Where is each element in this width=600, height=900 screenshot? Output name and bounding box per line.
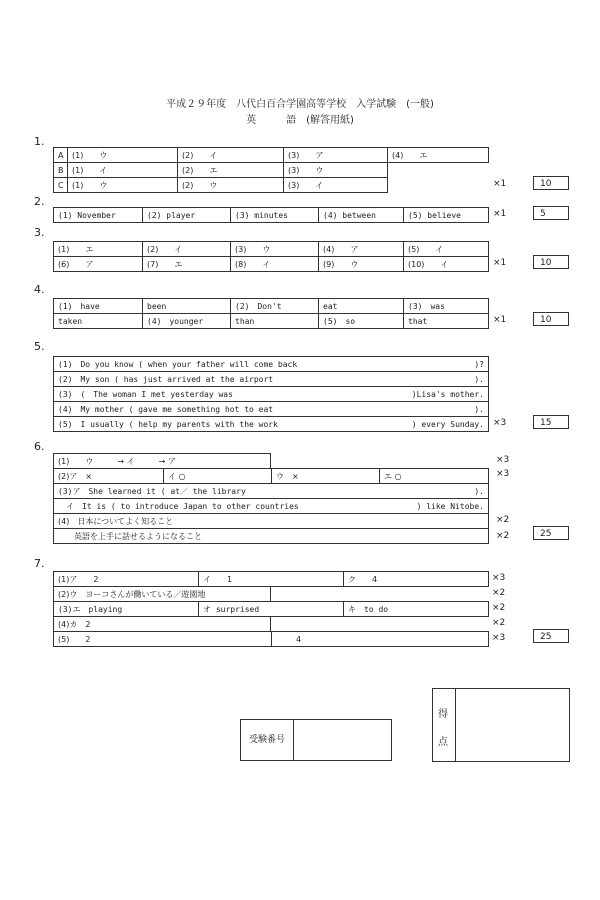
section-score: 25 [533, 629, 569, 643]
answer-cell: (4) younger [143, 314, 231, 329]
table-row [54, 178, 489, 193]
answer-cell: イ ○ [164, 469, 272, 484]
table-row [54, 514, 489, 529]
section-1-number: 1. [34, 135, 45, 148]
answer-cell: イ 1 [199, 572, 344, 587]
answer-text: (1) Do you know ( when your father will come back [54, 357, 384, 372]
points-multiplier: ×1 [493, 179, 507, 189]
answer-text: (5) I usually ( help my parents with the work [54, 417, 384, 432]
answer-text: (2) My son ( has just arrived at the airport [54, 372, 384, 387]
table-row [54, 454, 271, 469]
answer-cell: than [231, 314, 319, 329]
section-2-table [53, 207, 489, 223]
answer-end: )? [384, 357, 489, 372]
answer-cell: (2) イ [143, 242, 231, 257]
answer-end: ). [384, 484, 489, 499]
section-6-rows3-4 [53, 483, 489, 544]
table-row [54, 257, 489, 272]
section-4-table [53, 298, 489, 329]
answer-cell: (2) Don't [231, 299, 319, 314]
score-label-2: 点 [438, 737, 448, 748]
answer-cell: (2)ウ ヨーコさんが働いている／遊園地 [54, 587, 271, 602]
answer-cell: (4) between [319, 208, 404, 223]
answer-text: イ It is ( to introduce Japan to other countries [54, 499, 384, 514]
table-row [54, 602, 489, 617]
section-3-number: 3. [34, 226, 45, 239]
answer-cell: (3) ウ [231, 242, 319, 257]
answer-cell: (3) イ [284, 178, 388, 193]
section-6-row1 [53, 453, 271, 469]
subject-title: 英 語 (解答用紙) [246, 115, 354, 126]
row-label: B [54, 163, 68, 178]
answer-cell: (5) イ [404, 242, 489, 257]
answer-cell: eat [319, 299, 404, 314]
exam-title: 平成２９年度 八代白百合学園高等学校 入学試験 (一般) [166, 99, 434, 110]
answer-cell: オ surprised [199, 602, 344, 617]
points-multiplier: ×3 [492, 573, 506, 583]
answer-cell: (2)ア × [54, 469, 164, 484]
points-multiplier: ×3 [492, 633, 506, 643]
answer-cell: taken [54, 314, 143, 329]
table-row [54, 402, 489, 417]
answer-cell: (3)エ playing [54, 602, 199, 617]
total-score-box [432, 688, 570, 762]
answer-end: )Lisa's mother. [384, 387, 489, 402]
table-row [54, 417, 489, 432]
section-5-table [53, 356, 489, 432]
section-2-number: 2. [34, 195, 45, 208]
answer-cell: (8) イ [231, 257, 319, 272]
section-score: 5 [533, 206, 569, 220]
section-3-table [53, 241, 489, 272]
answer-cell: キ to do [344, 602, 489, 617]
answer-cell: (3) minutes [231, 208, 319, 223]
answer-cell: (2) player [143, 208, 231, 223]
points-multiplier: ×2 [492, 603, 506, 613]
answer-cell: 4 [272, 632, 489, 647]
points-multiplier: ×3 [496, 455, 510, 465]
answer-cell: (1) ウ [68, 178, 178, 193]
section-6-row2 [53, 468, 489, 484]
table-row [54, 314, 489, 329]
section-7-row5 [53, 631, 489, 647]
answer-cell: (2) イ [178, 148, 284, 163]
table-row [54, 617, 271, 632]
section-5-number: 5. [34, 340, 45, 353]
answer-cell: (7) エ [143, 257, 231, 272]
answer-cell: (5) so [319, 314, 404, 329]
answer-text: (4) My mother ( gave me something hot to eat [54, 402, 384, 417]
score-label-1: 得 [438, 709, 448, 720]
answer-cell: (1)ア 2 [54, 572, 199, 587]
answer-end: ). [384, 372, 489, 387]
answer-cell: ク 4 [344, 572, 489, 587]
answer-cell: エ ○ [380, 469, 489, 484]
table-row [54, 587, 271, 602]
answer-cell: (1) have [54, 299, 143, 314]
answer-cell: (5) believe [404, 208, 489, 223]
table-row [54, 572, 489, 587]
answer-cell: (5) 2 [54, 632, 272, 647]
table-row [54, 242, 489, 257]
table-row [54, 499, 489, 514]
points-multiplier: ×2 [492, 618, 506, 628]
answer-cell: (10) イ [404, 257, 489, 272]
table-row [54, 208, 489, 223]
section-score: 25 [533, 526, 569, 540]
points-multiplier: ×1 [493, 209, 507, 219]
answer-cell: (4) エ [388, 148, 489, 163]
answer-cell: (4) ア [319, 242, 404, 257]
section-7-row3 [53, 601, 489, 617]
score-label-column [433, 689, 456, 761]
answer-cell: (4)カ 2 [54, 617, 271, 632]
section-7-row2 [53, 586, 271, 602]
answer-cell: (1) イ [68, 163, 178, 178]
answer-cell: been [143, 299, 231, 314]
answer-cell: ウ × [272, 469, 380, 484]
section-4-number: 4. [34, 283, 45, 296]
exam-number-box [240, 719, 392, 761]
row-label: C [54, 178, 68, 193]
answer-text: (3)ア She learned it ( at／ the library [54, 484, 384, 499]
answer-cell: (1) ウ → イ → ア [54, 454, 271, 469]
table-row [54, 372, 489, 387]
section-score: 10 [533, 255, 569, 269]
section-score: 15 [533, 415, 569, 429]
answer-end: ). [384, 402, 489, 417]
points-multiplier: ×1 [493, 315, 507, 325]
table-row [54, 357, 489, 372]
table-row [54, 484, 489, 499]
points-multiplier: ×3 [496, 469, 510, 479]
answer-cell: (1) エ [54, 242, 143, 257]
answer-cell: (3) ア [284, 148, 388, 163]
answer-cell: (1) November [54, 208, 143, 223]
points-multiplier: ×1 [493, 258, 507, 268]
section-7-number: 7. [34, 557, 45, 570]
answer-cell: (2) ウ [178, 178, 284, 193]
answer-text: (4) 日本についてよく知ること [54, 514, 489, 529]
answer-cell: (3) was [404, 299, 489, 314]
section-7-row4 [53, 616, 271, 632]
section-score: 10 [533, 312, 569, 326]
section-6-number: 6. [34, 440, 45, 453]
answer-text: 英語を上手に話せるようになること [54, 529, 489, 544]
answer-cell: (2) エ [178, 163, 284, 178]
points-multiplier: ×3 [493, 418, 507, 428]
table-row [54, 299, 489, 314]
points-multiplier: ×2 [492, 588, 506, 598]
answer-cell: (3) ウ [284, 163, 388, 178]
table-row [54, 632, 489, 647]
points-multiplier: ×2 [496, 515, 510, 525]
table-row [54, 387, 489, 402]
table-row [54, 469, 489, 484]
exam-number-label: 受験番号 [241, 720, 294, 760]
section-7-row1 [53, 571, 489, 587]
section-1-table [53, 147, 489, 193]
answer-end: ) like Nitobe. [384, 499, 489, 514]
table-row [54, 163, 489, 178]
table-row [54, 148, 489, 163]
answer-text: (3) ( The woman I met yesterday was [54, 387, 384, 402]
answer-cell: (1) ウ [68, 148, 178, 163]
answer-cell: (6) ア [54, 257, 143, 272]
answer-cell: that [404, 314, 489, 329]
answer-end: ) every Sunday. [384, 417, 489, 432]
table-row [54, 529, 489, 544]
section-score: 10 [533, 176, 569, 190]
row-label: A [54, 148, 68, 163]
points-multiplier: ×2 [496, 531, 510, 541]
answer-cell: (9) ウ [319, 257, 404, 272]
